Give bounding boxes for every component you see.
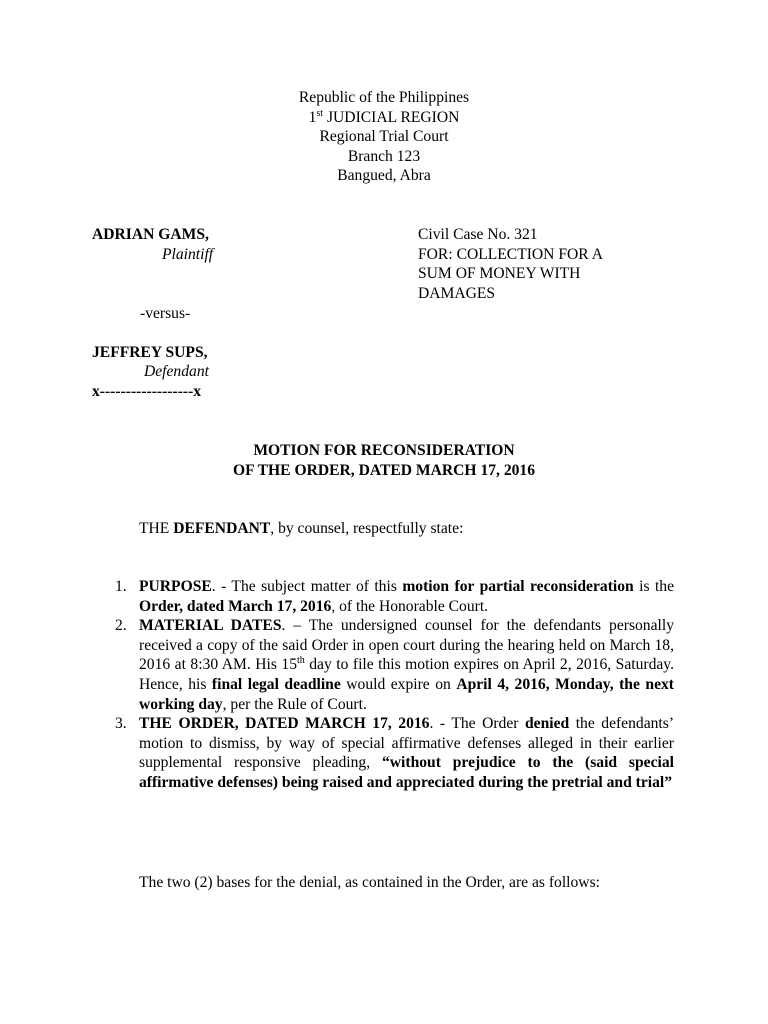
motion-title-line-2: OF THE ORDER, DATED MARCH 17, 2016: [232, 461, 536, 479]
paragraph-number: 3.: [115, 715, 127, 733]
header-republic: Republic of the Philippines: [298, 89, 470, 106]
text-run: the defendants’ motion to dismiss, by way of special affirmative defenses alleged in their earlier supplemental responsive pleading,: [139, 715, 675, 772]
paragraph-number: 2.: [115, 617, 127, 635]
plaintiff-role: Plaintiff: [162, 246, 214, 263]
case-for-line-2: SUM OF MONEY WITH: [418, 265, 581, 283]
intro-paragraph: THE DEFENDANT, by counsel, respectfully state:: [139, 520, 464, 537]
text-run: denied: [524, 715, 570, 733]
header-court: Regional Trial Court: [319, 128, 449, 146]
closing-paragraph: The two (2) bases for the denial, as contained in the Order, are as follows:: [139, 874, 600, 891]
motion-title: [0, 441, 768, 480]
text-run: , of the Honorable Court.: [331, 597, 489, 615]
paragraph-body: [139, 577, 674, 616]
text-run: “without prejudice to the (said special affirmative defenses) being raised and appreciated during the pretrial and trial”: [139, 754, 674, 791]
text-run: final legal deadline: [211, 675, 341, 693]
case-for-line-1: FOR: COLLECTION FOR A: [418, 245, 603, 263]
numbered-paragraph-3: [92, 714, 674, 792]
text-run: . – The undersigned counsel for the defendants personally received a copy of the said Order in open court during the hearing held on March 18, 2016 at 8:30 AM. His 15: [139, 617, 674, 674]
text-run: THE ORDER, DATED MARCH 17, 2016: [139, 715, 430, 733]
case-number: Civil Case No. 321: [418, 226, 538, 243]
paragraph-body: [139, 714, 674, 792]
text-run: . - The Order: [429, 715, 525, 733]
court-header: [0, 88, 768, 186]
text-run: th: [297, 655, 305, 667]
caption-separator: x------------------x: [92, 383, 202, 400]
versus-label: -versus-: [140, 305, 191, 322]
paragraph-body: [139, 616, 674, 714]
defendant-role: Defendant: [144, 363, 209, 380]
paragraph-number: 1.: [115, 578, 127, 595]
numbered-paragraph-2: [92, 616, 674, 714]
text-run: motion for partial reconsideration: [402, 578, 634, 595]
defendant-name: JEFFREY SUPS,: [92, 344, 208, 361]
text-run: April 4, 2016, Monday, the next working day: [139, 675, 674, 713]
text-run: is the: [633, 578, 674, 595]
text-run: , per the Rule of Court.: [222, 695, 367, 713]
header-branch: Branch 123: [347, 147, 421, 165]
case-for-line-3: DAMAGES: [418, 284, 496, 302]
numbered-paragraphs: [92, 577, 674, 793]
motion-title-line-1: MOTION FOR RECONSIDERATION: [253, 442, 515, 459]
text-run: day to file this motion expires on April 2, 2016, Saturday. Hence, his: [139, 656, 674, 693]
plaintiff-name: ADRIAN GAMS,: [92, 226, 209, 243]
numbered-paragraph-1: [92, 577, 674, 616]
text-run: . - The subject matter of this: [211, 578, 403, 595]
header-location: Bangued, Abra: [337, 167, 431, 185]
text-run: MATERIAL DATES: [139, 617, 282, 635]
text-run: PURPOSE: [139, 578, 212, 595]
header-judicial-region: 1st JUDICIAL REGION: [308, 107, 460, 126]
case-info: [418, 225, 603, 303]
text-run: Order, dated March 17, 2016: [139, 597, 332, 615]
text-run: would expire on: [340, 675, 457, 693]
